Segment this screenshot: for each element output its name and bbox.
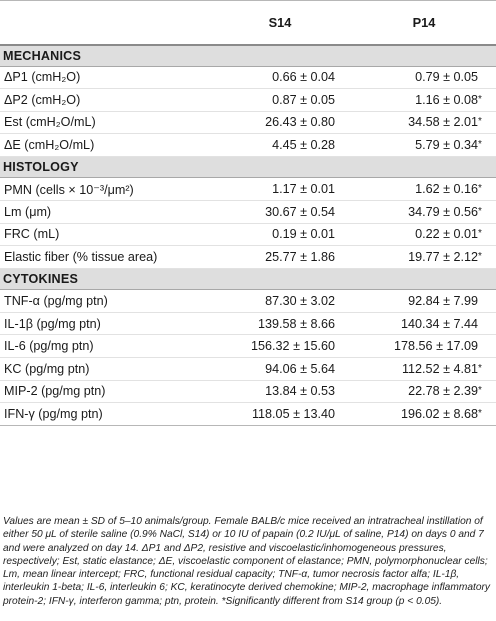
- p14-value: 0.22 ± 0.01: [415, 227, 478, 242]
- table-row: [0, 290, 496, 313]
- p14-value: 196.02 ± 8.68: [401, 407, 478, 422]
- p14-cell: [352, 89, 496, 112]
- p14-value: 1.16 ± 0.08: [415, 92, 478, 107]
- s14-value: 139.58 ± 8.66: [208, 312, 352, 335]
- p14-cell: [352, 246, 496, 269]
- s14-value: 0.66 ± 0.04: [208, 66, 352, 89]
- table-row: [0, 246, 496, 269]
- significance-marker: *: [478, 362, 482, 374]
- row-label: ΔP2 (cmH₂O): [0, 89, 208, 112]
- p14-value: 92.84 ± 7.99: [408, 294, 478, 309]
- s14-value: 0.87 ± 0.05: [208, 89, 352, 112]
- table-footnote: Values are mean ± SD of 5–10 animals/group. Female BALB/c mice received an intratracheal instillation of either 50 μL of sterile saline (0.9% NaCl, S14) or 10 IU of papain (0.2 IU/μL of saline, P14) on days 0 and 7 and were analyzed on day 14. ΔP1 and ΔP2, resistive and viscoelastic/inhomogeneous pressures, respectively; Est, static elastance; ΔE, viscoelastic component of elastance; PMN, polymorphonuclear cells; Lm, mean linear intercept; FRC, functional residual capacity; TNF-α, tumor necrosis factor alfa; IL-1β, interleukin 1-beta; IL-6, interleukin 6; KC, keratinocyte derived chemokine; MIP-2, macrophage inflammatory protein-2; IFN-γ, interferon gamma; ptn, protein. *Significantly different from S14 group (p < 0.05).: [3, 516, 490, 607]
- row-label: ΔE (cmH₂O/mL): [0, 134, 208, 157]
- section-title: HISTOLOGY: [0, 156, 496, 178]
- significance-marker: *: [478, 116, 482, 128]
- s14-value: 87.30 ± 3.02: [208, 290, 352, 313]
- section-title: CYTOKINES: [0, 268, 496, 290]
- s14-value: 0.19 ± 0.01: [208, 223, 352, 246]
- s14-value: 4.45 ± 0.28: [208, 134, 352, 157]
- p14-value: 34.79 ± 0.56: [408, 204, 478, 219]
- section-header: [0, 156, 496, 178]
- s14-value: 26.43 ± 0.80: [208, 111, 352, 134]
- s14-value: 94.06 ± 5.64: [208, 358, 352, 381]
- table-row: [0, 380, 496, 403]
- row-label: Est (cmH₂O/mL): [0, 111, 208, 134]
- table-row: [0, 200, 496, 223]
- p14-cell: [352, 111, 496, 134]
- p14-value: 178.56 ± 17.09: [394, 339, 478, 354]
- table-body: [0, 45, 496, 426]
- table-row: [0, 178, 496, 201]
- section-header: [0, 45, 496, 67]
- p14-value: 5.79 ± 0.34: [415, 138, 478, 153]
- s14-value: 25.77 ± 1.86: [208, 246, 352, 269]
- p14-cell: [352, 66, 496, 89]
- p14-cell: [352, 200, 496, 223]
- p14-value: 0.79 ± 0.05: [415, 70, 478, 85]
- row-label: IFN-γ (pg/mg ptn): [0, 403, 208, 426]
- section-header: [0, 268, 496, 290]
- significance-marker: *: [478, 205, 482, 217]
- row-label: IL-1β (pg/mg ptn): [0, 312, 208, 335]
- table-row: [0, 66, 496, 89]
- p14-value: 22.78 ± 2.39: [408, 384, 478, 399]
- row-label: TNF-α (pg/mg ptn): [0, 290, 208, 313]
- table-row: [0, 358, 496, 381]
- header-s14: S14: [208, 1, 352, 45]
- row-label: IL-6 (pg/mg ptn): [0, 335, 208, 358]
- header-col1: [0, 1, 208, 45]
- p14-cell: [352, 380, 496, 403]
- table-row: [0, 335, 496, 358]
- row-label: ΔP1 (cmH₂O): [0, 66, 208, 89]
- p14-cell: [352, 358, 496, 381]
- p14-cell: [352, 223, 496, 246]
- p14-value: 1.62 ± 0.16: [415, 182, 478, 197]
- p14-cell: [352, 403, 496, 426]
- table-row: [0, 403, 496, 426]
- p14-cell: [352, 134, 496, 157]
- p14-cell: [352, 312, 496, 335]
- table-row: [0, 223, 496, 246]
- table-row: [0, 89, 496, 112]
- significance-marker: *: [478, 408, 482, 420]
- row-label: FRC (mL): [0, 223, 208, 246]
- significance-marker: *: [478, 250, 482, 262]
- p14-value: 19.77 ± 2.12: [408, 249, 478, 264]
- p14-cell: [352, 290, 496, 313]
- row-label: Elastic fiber (% tissue area): [0, 246, 208, 269]
- section-title: MECHANICS: [0, 45, 496, 67]
- table-row: [0, 134, 496, 157]
- table-row: [0, 111, 496, 134]
- table-row: [0, 312, 496, 335]
- row-label: Lm (μm): [0, 200, 208, 223]
- significance-marker: *: [478, 93, 482, 105]
- p14-cell: [352, 178, 496, 201]
- s14-value: 156.32 ± 15.60: [208, 335, 352, 358]
- significance-marker: *: [478, 183, 482, 195]
- s14-value: 30.67 ± 0.54: [208, 200, 352, 223]
- s14-value: 1.17 ± 0.01: [208, 178, 352, 201]
- s14-value: 118.05 ± 13.40: [208, 403, 352, 426]
- p14-cell: [352, 335, 496, 358]
- significance-marker: *: [478, 139, 482, 151]
- row-label: KC (pg/mg ptn): [0, 358, 208, 381]
- p14-value: 112.52 ± 4.81: [401, 361, 478, 376]
- p14-value: 34.58 ± 2.01: [408, 115, 478, 130]
- significance-marker: *: [478, 385, 482, 397]
- row-label: PMN (cells × 10⁻³/μm²): [0, 178, 208, 201]
- p14-value: 140.34 ± 7.44: [401, 316, 478, 331]
- row-label: MIP-2 (pg/mg ptn): [0, 380, 208, 403]
- s14-value: 13.84 ± 0.53: [208, 380, 352, 403]
- header-p14: P14: [352, 1, 496, 45]
- significance-marker: *: [478, 228, 482, 240]
- table-header: [0, 1, 496, 45]
